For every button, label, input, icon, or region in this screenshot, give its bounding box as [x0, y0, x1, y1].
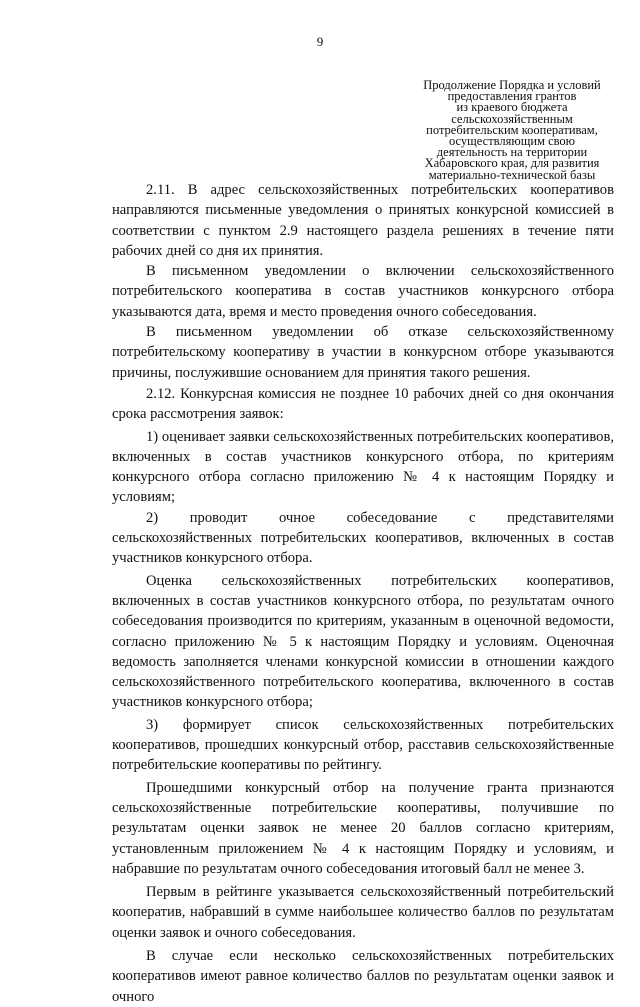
- header-line: сельскохозяйственным: [451, 111, 573, 126]
- list-item-2: 2) проводит очное собеседование с представителями сельскохозяйственных потребительских кооперативов, включенных в состав участников конкурсного отбора.: [112, 509, 614, 567]
- paragraph-inclusion-notice: В письменном уведомлении о включении сельскохозяйственного потребительского кооператива в состав участников конкурсного отбора указываются дата, время и место проведения очного собеседования.: [112, 263, 614, 320]
- header-line: предоставления грантов: [447, 89, 577, 104]
- header-line: потребительским кооперативам,: [426, 122, 598, 137]
- document-body: [112, 180, 614, 1007]
- paragraph-ranking-first: Первым в рейтинге указывается сельскохозяйственный потребительский кооператив, набравший в сумме наибольшее количество баллов по результатам оценки заявок и очного собеседования.: [112, 884, 614, 941]
- header-line: Хабаровского края, для развития: [424, 156, 600, 171]
- header-line: материально-технической базы: [428, 167, 596, 182]
- header-line: Продолжение Порядка и условий: [423, 78, 601, 92]
- paragraph-2-11: 2.11. В адрес сельскохозяйственных потребительских кооперативов направляются письменные уведомления о принятых конкурсной комиссией в соответствии с пунктом 2.9 настоящего раздела решениях в течение пяти рабочих дней со дня их принятия.: [112, 182, 614, 259]
- document-header: [412, 80, 612, 181]
- paragraph-selection-criteria: Прошедшими конкурсный отбор на получение гранта признаются сельскохозяйственные потребительские кооперативы, получившие по результатам оценки заявок не менее 20 баллов согласно критериям, установленным приложением № 4 к настоящим Порядку и условиям, и набравшие по результатам очного собеседования итоговый балл не менее 3.: [112, 779, 614, 877]
- header-line: деятельность на территории: [436, 145, 588, 160]
- page-number: 9: [316, 34, 324, 49]
- paragraph-2-12: 2.12. Конкурсная комиссия не позднее 10 рабочих дней со дня окончания срока рассмотрения заявок:: [112, 385, 614, 423]
- list-item-3: 3) формирует список сельскохозяйственных потребительских кооперативов, прошедших конкурсный отбор, расставив сельскохозяйственные потребительские кооперативы по рейтингу.: [112, 716, 614, 774]
- header-line: осуществляющим свою: [448, 134, 576, 149]
- header-line: из краевого бюджета: [456, 100, 568, 115]
- paragraph-equal-scores: В случае если несколько сельскохозяйственных потребительских кооперативов имеют равное количество баллов по результатам оценки заявок и очного: [112, 947, 614, 1005]
- paragraph-interview-assessment: Оценка сельскохозяйственных потребительских кооперативов, включенных в состав участников конкурсного отбора, по результатам очного собеседования производится по критериям, указанным в оценочной ведомости, согласно приложению № 5 к настоящим Порядку и условиям. Оценочная ведомость заполняется членами конкурсной комиссии в отношении каждого сельскохозяйственного потребительского кооператива, включенного в состав участников конкурсного отбора;: [112, 572, 614, 711]
- list-item-1: 1) оценивает заявки сельскохозяйственных потребительских кооперативов, включенных в состав участников конкурсного отбора, по критериям конкурсного отбора согласно приложению № 4 к настоящим Порядку и условиям;: [112, 428, 614, 506]
- paragraph-refusal-notice: В письменном уведомлении об отказе сельскохозяйственному потребительскому кооперативу в участии в конкурсном отборе указываются причины, послужившие основанием для принятия такого решения.: [112, 324, 614, 381]
